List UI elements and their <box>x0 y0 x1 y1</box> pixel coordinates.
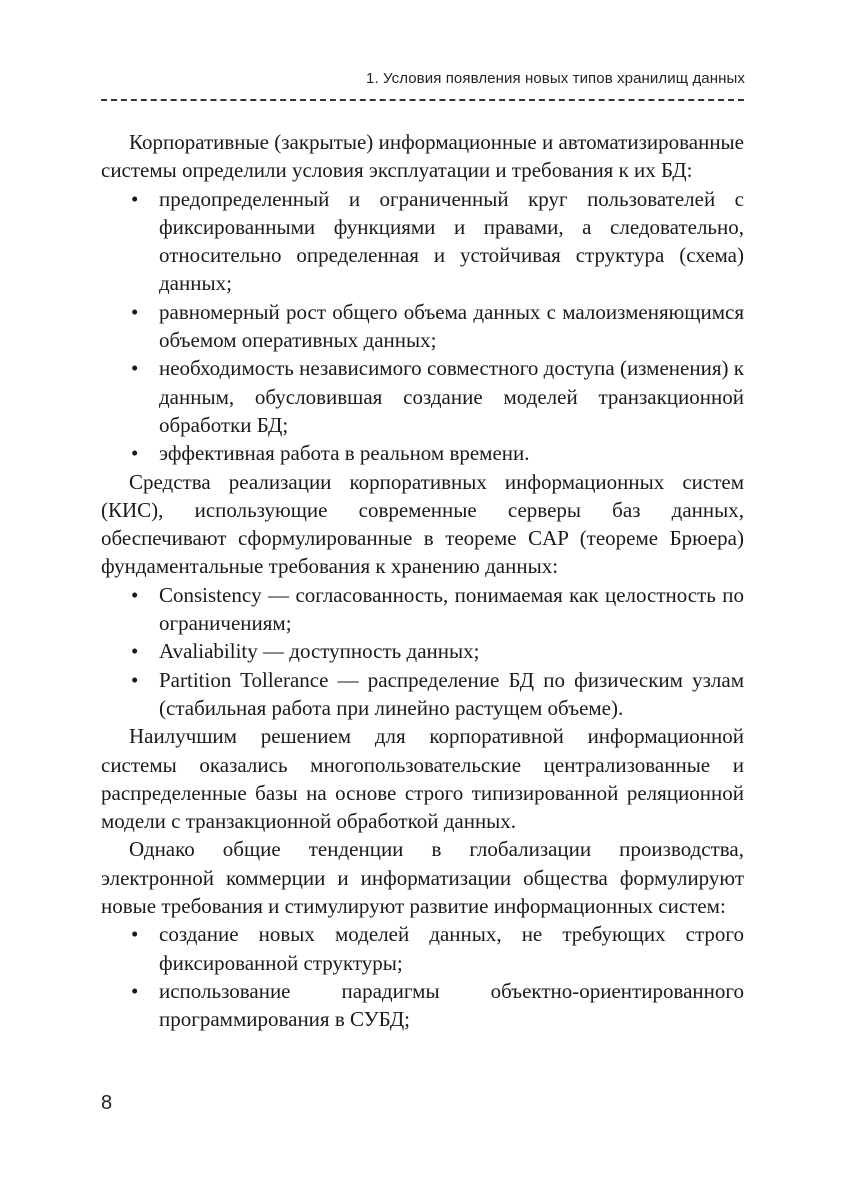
list-item-text: Avaliability — доступность данных; <box>159 639 480 664</box>
paragraph: Корпоративные (закрытые) информационные и автоматизированные системы определили условия эксплуатации и требования к их БД: <box>101 130 744 183</box>
bullet-icon: • <box>131 186 139 211</box>
bullet-icon: • <box>131 441 139 466</box>
list-item <box>101 666 744 723</box>
bullet-list <box>101 185 744 468</box>
bullet-icon: • <box>131 922 139 947</box>
list-item <box>101 354 744 439</box>
bullet-icon: • <box>131 667 139 692</box>
list-item <box>101 920 744 977</box>
list-item-text: равномерный рост общего объема данных с малоизменяющимся объемом оперативных данных; <box>159 299 744 353</box>
bullet-icon: • <box>131 356 139 381</box>
header-divider <box>101 99 744 101</box>
list-item-text: Consistency — согласованность, понимаемая как целостность по ограничениям; <box>159 582 744 636</box>
paragraph: Наилучшим решением для корпоративной информационной системы оказались многопользовательские централизованные и распределенные базы на основе строго типизированной реляционной модели с транзакционной обработкой данных. <box>101 724 744 834</box>
running-head: 1. Условия появления новых типов хранилищ данных <box>366 70 745 87</box>
paragraph: Однако общие тенденции в глобализации производства, электронной коммерции и информатизации общества формулируют новые требования и стимулируют развитие информационных систем: <box>101 837 744 919</box>
list-item-text: необходимость независимого совместного доступа (изменения) к данным, обусловившая создание моделей транзакционной обработки БД; <box>159 356 744 437</box>
bullet-icon: • <box>131 978 139 1003</box>
list-item-text: предопределенный и ограниченный круг пользователей с фиксированными функциями и правами, а следовательно, относительно определенная и устойчивая структура (схема) данных; <box>159 186 744 296</box>
page-body <box>101 128 744 1034</box>
list-item <box>101 637 744 665</box>
page-number: 8 <box>101 1092 113 1114</box>
bullet-icon: • <box>131 299 139 324</box>
list-item <box>101 185 744 298</box>
bullet-list <box>101 920 744 1033</box>
bullet-icon: • <box>131 582 139 607</box>
bullet-list <box>101 581 744 722</box>
list-item <box>101 298 744 355</box>
list-item <box>101 439 744 467</box>
list-item-text: создание новых моделей данных, не требующих строго фиксированной структуры; <box>159 922 744 975</box>
list-item-text: эффективная работа в реальном времени. <box>159 441 530 466</box>
bullet-icon: • <box>131 639 139 664</box>
paragraph: Средства реализации корпоративных информационных систем (КИС), использующие современные серверы баз данных, обеспечивают сформулированные в теореме CAP (теореме Брюера) фундаментальные требования к хранению данных: <box>101 469 744 579</box>
list-item <box>101 581 744 638</box>
list-item-text: Partition Tollerance — распределение БД по физическим узлам (стабильная работа при линейно растущем объеме). <box>159 667 744 720</box>
list-item <box>101 977 744 1034</box>
list-item-text: использование парадигмы объектно-ориентированного программирования в СУБД; <box>159 978 744 1032</box>
